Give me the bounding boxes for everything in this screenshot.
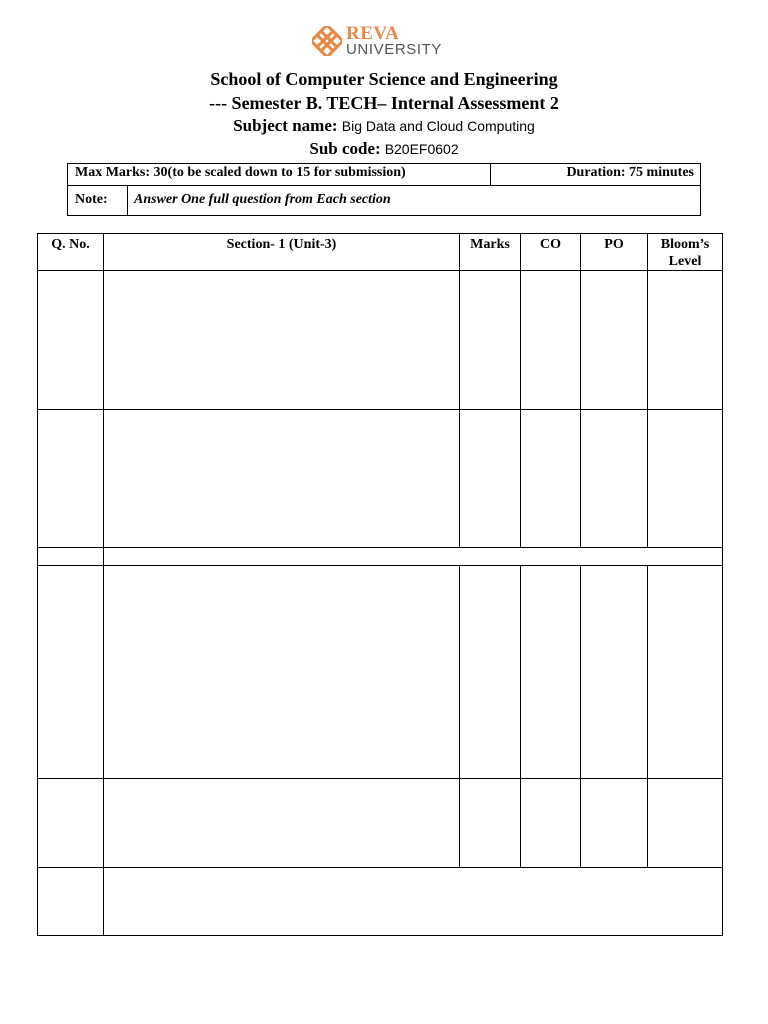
- note-text: Answer One full question from Each section: [134, 192, 391, 207]
- subject-line: [0, 116, 768, 136]
- qno-cell: [38, 868, 104, 936]
- marks-cell: [460, 410, 521, 548]
- qno-cell: [38, 548, 104, 566]
- duration: Duration: 75 minutes: [566, 165, 694, 180]
- po-cell: [581, 271, 648, 410]
- bloom-cell: [648, 779, 723, 868]
- logo-university-text: UNIVERSITY: [346, 41, 443, 58]
- bloom-cell: [648, 566, 723, 779]
- assessment-title: --- Semester B. TECH– Internal Assessment 2: [209, 93, 559, 113]
- question-cell: [104, 271, 460, 410]
- knot-emblem-icon: [312, 26, 342, 56]
- code-line: [0, 139, 768, 159]
- marks-duration-row: [68, 164, 700, 186]
- question-cell: [104, 779, 460, 868]
- table-row: [38, 271, 723, 410]
- divider: [127, 186, 128, 215]
- question-cell: [104, 566, 460, 779]
- table-row: [38, 779, 723, 868]
- subject-label: Subject name:: [233, 116, 338, 135]
- marks-cell: [460, 779, 521, 868]
- separator-row: [38, 548, 723, 566]
- table-row: [38, 566, 723, 779]
- header-co: CO: [521, 234, 581, 271]
- po-cell: [581, 779, 648, 868]
- qno-cell: [38, 410, 104, 548]
- table-row: [38, 410, 723, 548]
- merged-cell: [104, 868, 723, 936]
- header-section: Section- 1 (Unit-3): [104, 234, 460, 271]
- divider: [490, 164, 491, 185]
- bloom-cell: [648, 271, 723, 410]
- separator-cell: [104, 548, 723, 566]
- subject-value: Big Data and Cloud Computing: [341, 118, 535, 134]
- school-title: School of Computer Science and Engineering: [210, 69, 558, 89]
- marks-cell: [460, 271, 521, 410]
- question-cell: [104, 410, 460, 548]
- university-logo: [312, 22, 462, 62]
- table-row: [38, 868, 723, 936]
- code-value: B20EF0602: [384, 141, 459, 157]
- po-cell: [581, 410, 648, 548]
- exam-info-table: [67, 163, 701, 216]
- qno-cell: [38, 779, 104, 868]
- header-marks: Marks: [460, 234, 521, 271]
- header-po: PO: [581, 234, 648, 271]
- note-label: Note:: [75, 192, 108, 207]
- qno-cell: [38, 566, 104, 779]
- bloom-cell: [648, 410, 723, 548]
- max-marks: Max Marks: 30(to be scaled down to 15 for submission): [75, 165, 406, 180]
- logo-brand-text: REVA: [346, 23, 400, 44]
- header-qno: Q. No.: [38, 234, 104, 271]
- co-cell: [521, 271, 581, 410]
- co-cell: [521, 410, 581, 548]
- po-cell: [581, 566, 648, 779]
- co-cell: [521, 566, 581, 779]
- code-label: Sub code:: [309, 139, 381, 158]
- question-table: [37, 233, 723, 936]
- co-cell: [521, 779, 581, 868]
- header-bloom: Bloom’s Level: [648, 234, 723, 271]
- marks-cell: [460, 566, 521, 779]
- table-header-row: [38, 234, 723, 271]
- qno-cell: [38, 271, 104, 410]
